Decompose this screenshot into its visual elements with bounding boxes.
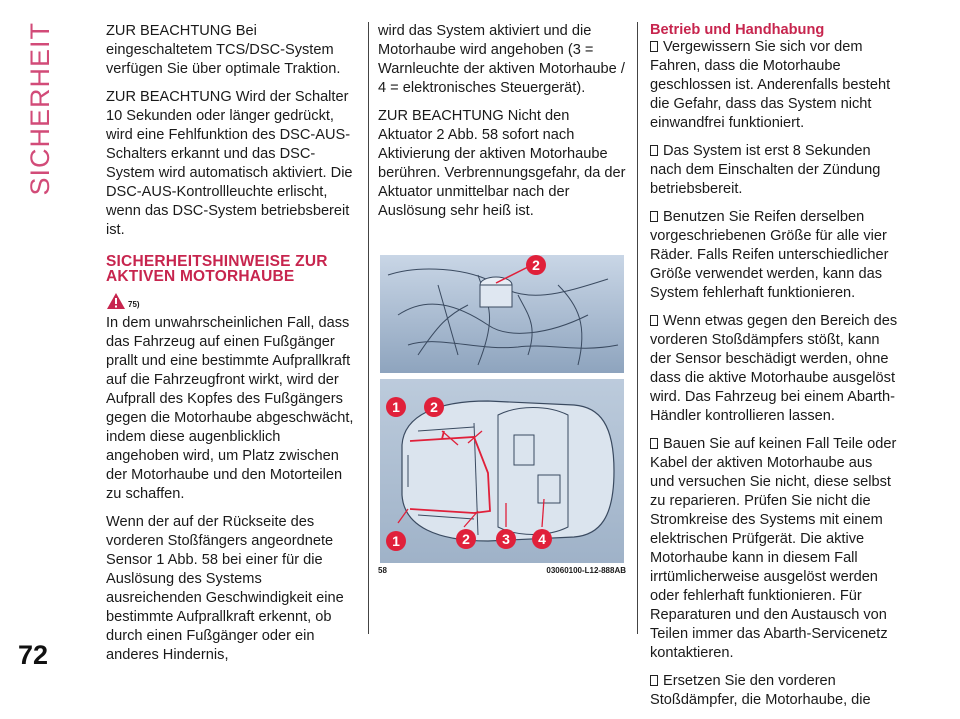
paragraph-impact: In dem unwahrscheinlichen Fall, dass das Fahrzeug auf einen Fußgänger prallt und eine bestimmte Aufprallkraft auf die Fahrzeugfront wirkt, wird der Aufprall des Kopfes des Fußgängers gegen die Motorhaube abgeschwächt, indem diese augenblicklich angehoben wird, um Platz zwischen der Motorhaube und den Motorteilen zu schaffen. bbox=[106, 315, 354, 502]
section-side-label: SICHERHEIT bbox=[24, 22, 55, 196]
section-heading-operation: Betrieb und Handhabung bbox=[650, 22, 825, 38]
figure-active-hood bbox=[378, 255, 626, 585]
callout-sensor-1-top bbox=[386, 397, 406, 417]
figure-code: 03060100-L12-888AB bbox=[546, 566, 626, 575]
bullet-box-icon bbox=[650, 211, 658, 222]
bullet-box-icon bbox=[650, 315, 658, 326]
svg-text:1: 1 bbox=[392, 399, 400, 415]
svg-text:4: 4 bbox=[538, 531, 546, 547]
svg-text:2: 2 bbox=[532, 257, 540, 273]
callout-warning-light-3 bbox=[496, 529, 516, 549]
text-column-2 bbox=[378, 22, 626, 230]
note-traction: ZUR BEACHTUNG Bei eingeschaltetem TCS/DSC-System verfügen Sie über optimale Traktion. bbox=[106, 23, 341, 77]
bullet-item: Vergewissern Sie sich vor dem Fahren, dass die Motorhaube geschlossen ist. Anderenfalls besteht die Gefahr, dass das System nicht einwandfrei funktioniert. bbox=[650, 39, 891, 131]
text-column-3 bbox=[650, 22, 900, 719]
bullet-box-icon bbox=[650, 41, 658, 52]
page-number: 72 bbox=[18, 640, 49, 670]
callout-sensor-1-bottom bbox=[386, 531, 406, 551]
bullet-box-icon bbox=[650, 675, 658, 686]
callout-control-unit-4 bbox=[532, 529, 552, 549]
paragraph-sensor: Wenn der auf der Rückseite des vorderen Stoßfängers angeordnete Sensor 1 Abb. 58 bei einer für die Auslösung des Systems ausreichenden Geschwindigkeit eine bestimmte Aufprallkraft erkennt, ob durch einen Fußgänger oder ein anderes Hindernis, bbox=[106, 514, 344, 663]
note-actuator-hot: ZUR BEACHTUNG Nicht den Aktuator 2 Abb. 58 sofort nach Aktivierung der aktiven Motorhaube berühren. Verbrennungsgefahr, da der Aktuator unmittelbar nach der Auslösung sehr heiß ist. bbox=[378, 108, 626, 219]
bullet-box-icon bbox=[650, 145, 658, 156]
warning-ref-number: 75) bbox=[128, 300, 140, 309]
column-divider-left bbox=[368, 22, 369, 634]
bullet-box-icon bbox=[650, 438, 658, 449]
bullet-item: Bauen Sie auf keinen Fall Teile oder Kabel der aktiven Motorhaube aus und versuchen Sie nicht, diese selbst zu reparieren. Prüfen Sie nicht die Stromkreise des Systems mit einem elektrischen Prüfgerät. Die aktive Motorhaube kann in diesem Fall irrtümlicherweise ausgelöst werden oder fehlerhaft funktionieren. Für Reparaturen und den Austausch von Teilen immer das Abarth-Servicenetz kontaktieren. bbox=[650, 436, 897, 661]
figure-number: 58 bbox=[378, 566, 387, 575]
section-heading-active-hood: SICHERHEITSHINWEISE ZUR AKTIVEN MOTORHAUBE bbox=[106, 253, 328, 285]
bullet-item: Wenn etwas gegen den Bereich des vorderen Stoßdämpfers stößt, kann der Sensor beschädigt werden, ohne dass die aktive Motorhaube ausgelöst wird. Das Fahrzeug bei einem Abarth-Händler kontrollieren lassen. bbox=[650, 313, 898, 424]
bullet-item: Ersetzen Sie den vorderen Stoßdämpfer, die Motorhaube, die bbox=[650, 673, 871, 708]
column-divider-right bbox=[637, 22, 638, 634]
callout-actuator-2-top bbox=[424, 397, 444, 417]
callout-actuator-2-bottom bbox=[456, 529, 476, 549]
figure-illustration bbox=[378, 255, 626, 565]
callout-top-2 bbox=[526, 255, 546, 275]
bullet-item: Das System ist erst 8 Sekunden nach dem Einschalten der Zündung betriebsbereit. bbox=[650, 143, 881, 197]
engine-bay-panel bbox=[380, 255, 624, 373]
svg-text:1: 1 bbox=[392, 533, 400, 549]
car-body-outline bbox=[402, 401, 614, 541]
svg-text:3: 3 bbox=[502, 531, 510, 547]
warning-triangle-icon bbox=[106, 292, 126, 310]
paragraph-activation: wird das System aktiviert und die Motorhaube wird angehoben (3 = Warnleuchte der aktiven Motorhaube / 4 = elektronisches Steuergerät). bbox=[378, 23, 625, 96]
text-column-1 bbox=[106, 22, 354, 674]
figure-caption bbox=[378, 566, 626, 575]
svg-text:2: 2 bbox=[430, 399, 438, 415]
warning-reference bbox=[106, 288, 354, 310]
svg-text:2: 2 bbox=[462, 531, 470, 547]
bullet-item: Benutzen Sie Reifen derselben vorgeschriebenen Größe für alle vier Räder. Falls Reifen unterschiedlicher Größe verwendet werden, kann das System fehlerhaft funktionieren. bbox=[650, 209, 889, 301]
note-dsc-switch: ZUR BEACHTUNG Wird der Schalter 10 Sekunden oder länger gedrückt, wird eine Fehlfunktion des DSC-AUS-Schalters erkannt und das DSC-System wird automatisch aktiviert. Die DSC-AUS-Kontrollleuchte erlischt, wenn das DSC-System betriebsbereit ist. bbox=[106, 89, 353, 238]
